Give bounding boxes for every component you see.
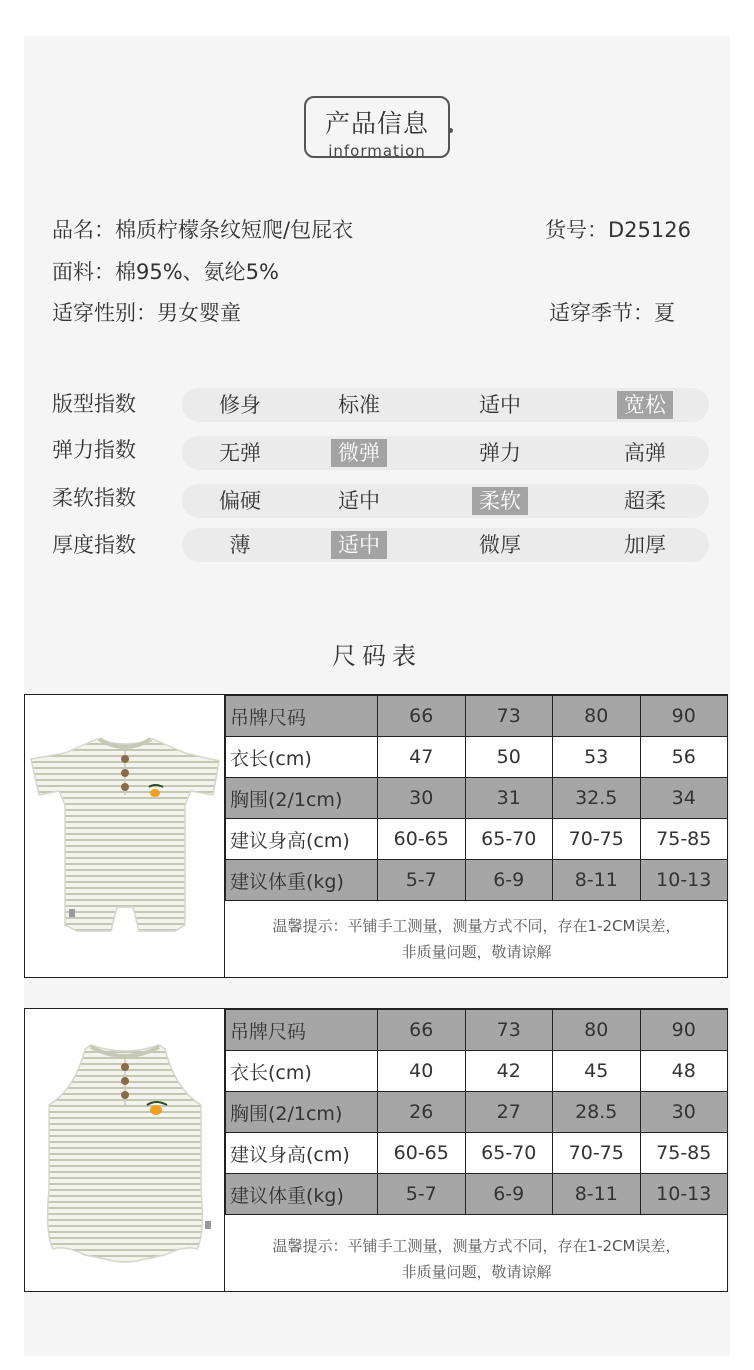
row-header: 建议体重(kg): [226, 1174, 378, 1215]
index-option-selected: 柔软: [472, 487, 528, 515]
table-row: [226, 1174, 728, 1215]
index-label: 版型指数: [52, 392, 136, 416]
row-header: 胸围(2/1cm): [226, 1092, 378, 1133]
index-option: 适中: [338, 489, 380, 513]
table-cell: 56: [640, 737, 728, 778]
index-scale-bar: [182, 436, 709, 470]
table-cell: 90: [640, 1010, 728, 1051]
table-row: [226, 1010, 728, 1051]
index-option: 适中: [479, 393, 521, 417]
index-option: 偏硬: [219, 489, 261, 513]
table-cell: 8-11: [553, 1174, 641, 1215]
table-cell: 32.5: [553, 778, 641, 819]
index-option-selected: 宽松: [617, 391, 673, 419]
index-option: 无弹: [219, 441, 261, 465]
table-cell: 47: [378, 737, 466, 778]
row-header: 吊牌尺码: [226, 696, 378, 737]
size-table-2: [225, 1009, 728, 1215]
title-dot-ornament: [448, 128, 453, 133]
table-cell: 75-85: [640, 1133, 728, 1174]
table-cell: 27: [465, 1092, 553, 1133]
section-title-badge: [304, 96, 450, 158]
index-option: 加厚: [624, 533, 666, 557]
table-cell: 8-11: [553, 860, 641, 901]
index-option: 微厚: [479, 533, 521, 557]
table-cell: 90: [640, 696, 728, 737]
index-label: 厚度指数: [52, 533, 136, 557]
row-header: 建议身高(cm): [226, 1133, 378, 1174]
section-title-en: information: [328, 142, 426, 160]
table-cell: 80: [553, 1010, 641, 1051]
table-row: [226, 696, 728, 737]
table-cell: 80: [553, 696, 641, 737]
size-table-1: [225, 695, 728, 901]
measurement-tip: [225, 1233, 728, 1285]
table-cell: 53: [553, 737, 641, 778]
table-cell: 5-7: [378, 860, 466, 901]
table-row: [226, 819, 728, 860]
fabric-composition: 面料：棉95%、氨纶5%: [52, 260, 279, 284]
row-header: 衣长(cm): [226, 737, 378, 778]
table-cell: 40: [378, 1051, 466, 1092]
index-option: 超柔: [624, 489, 666, 513]
product-name: 品名：棉质柠檬条纹短爬/包屁衣: [52, 218, 354, 242]
size-table-sleeveless: [24, 1008, 728, 1292]
product-image-cell: [25, 1009, 225, 1291]
row-header: 建议身高(cm): [226, 819, 378, 860]
table-cell: 10-13: [640, 1174, 728, 1215]
short-sleeve-romper-image: [25, 695, 225, 977]
tip-line-2: 非质量问题，敬请谅解: [401, 943, 552, 961]
table-cell: 73: [465, 1010, 553, 1051]
row-header: 吊牌尺码: [226, 1010, 378, 1051]
table-cell: 73: [465, 696, 553, 737]
sleeveless-bodysuit-image: [25, 1009, 225, 1291]
table-cell: 34: [640, 778, 728, 819]
tip-line-1: 温馨提示：平铺手工测量，测量方式不同，存在1-2CM误差，: [272, 917, 681, 935]
table-row: [226, 860, 728, 901]
table-cell: 65-70: [465, 1133, 553, 1174]
table-cell: 31: [465, 778, 553, 819]
table-row: [226, 1133, 728, 1174]
table-cell: 10-13: [640, 860, 728, 901]
table-cell: 65-70: [465, 819, 553, 860]
size-chart-title: 尺码表: [332, 642, 422, 670]
index-option: 薄: [229, 533, 251, 557]
table-cell: 66: [378, 696, 466, 737]
measurement-tip: [225, 913, 728, 965]
index-option: 高弹: [624, 441, 666, 465]
index-option: 标准: [338, 393, 380, 417]
index-option: 弹力: [479, 441, 521, 465]
row-header: 衣长(cm): [226, 1051, 378, 1092]
index-scale-bar: [182, 528, 709, 562]
table-cell: 48: [640, 1051, 728, 1092]
table-cell: 28.5: [553, 1092, 641, 1133]
table-cell: 26: [378, 1092, 466, 1133]
suitable-gender: 适穿性别：男女婴童: [52, 301, 241, 325]
table-row: [226, 1051, 728, 1092]
table-cell: 50: [465, 737, 553, 778]
index-scale-bar: [182, 388, 709, 422]
index-option-selected: 适中: [331, 531, 387, 559]
table-cell: 5-7: [378, 1174, 466, 1215]
size-table-short-sleeve: [24, 694, 728, 978]
table-cell: 30: [640, 1092, 728, 1133]
table-cell: 60-65: [378, 819, 466, 860]
table-cell: 60-65: [378, 1133, 466, 1174]
tip-line-2: 非质量问题，敬请谅解: [401, 1263, 552, 1281]
table-cell: 70-75: [553, 819, 641, 860]
section-title-cn: 产品信息: [324, 109, 429, 138]
index-label: 柔软指数: [52, 486, 136, 510]
table-row: [226, 1092, 728, 1133]
index-option-selected: 微弹: [331, 439, 387, 467]
table-cell: 6-9: [465, 860, 553, 901]
tip-line-1: 温馨提示：平铺手工测量，测量方式不同，存在1-2CM误差，: [272, 1237, 681, 1255]
table-row: [226, 778, 728, 819]
table-cell: 75-85: [640, 819, 728, 860]
row-header: 建议体重(kg): [226, 860, 378, 901]
item-number: 货号：D25126: [545, 218, 691, 242]
table-cell: 45: [553, 1051, 641, 1092]
index-option: 修身: [219, 393, 261, 417]
table-row: [226, 737, 728, 778]
index-label: 弹力指数: [52, 438, 136, 462]
table-cell: 66: [378, 1010, 466, 1051]
table-cell: 42: [465, 1051, 553, 1092]
table-cell: 70-75: [553, 1133, 641, 1174]
suitable-season: 适穿季节：夏: [549, 301, 675, 325]
table-cell: 30: [378, 778, 466, 819]
table-cell: 6-9: [465, 1174, 553, 1215]
product-image-cell: [25, 695, 225, 977]
row-header: 胸围(2/1cm): [226, 778, 378, 819]
index-scale-bar: [182, 484, 709, 518]
